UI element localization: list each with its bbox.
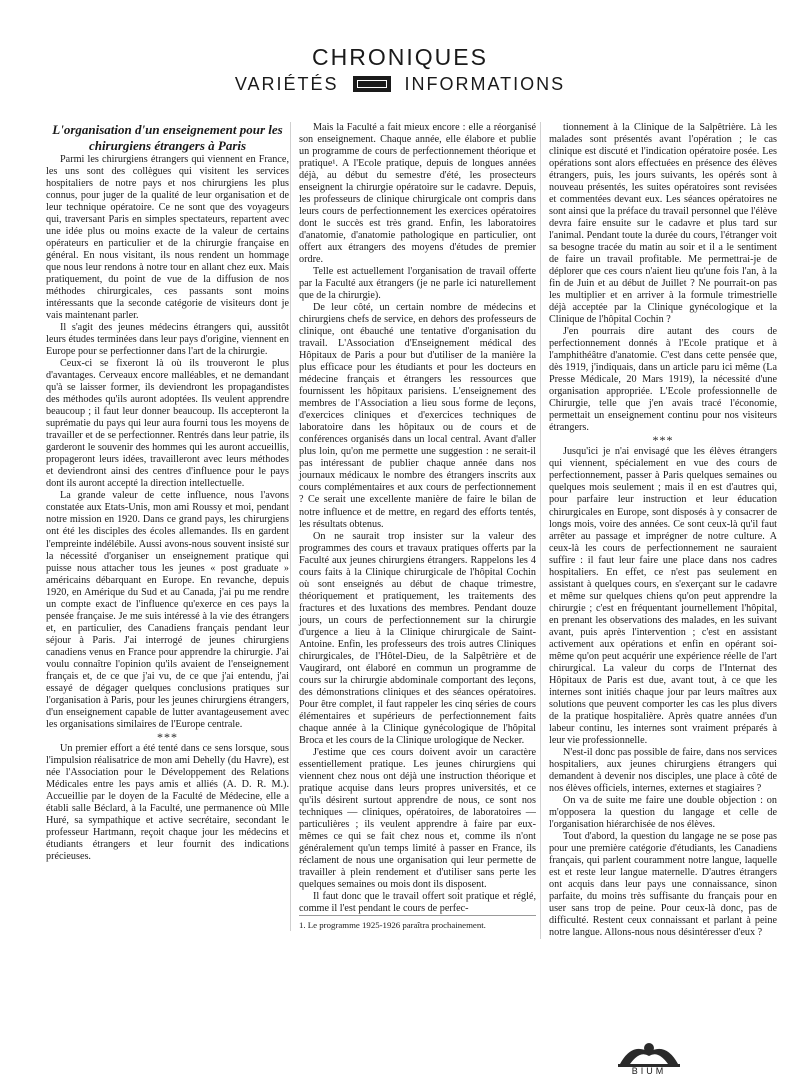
paragraph: J'estime que ces cours doivent avoir un caractère essentiellement pratique. Les jeunes chirurgiens qui viennent chez nous ont déjà une instruction théorique et pratique acquise dans leurs propres universités, et ce qu'ils désirent surtout apprendre de nous, ce sont nos techniques — cliniques, opératoires, de laboratoires — particulières ; ils veulent apprendre à faire par eux-mêmes ce qui se fait chez nous et, comme ils n'ont généralement qu'un temps limité à passer en France, ils réclament de nous une organisation qui leur permette de travailler à plein rendement et d'utiliser sans perte les quelques semaines ou mois dont ils disposent. (299, 746, 536, 890)
header-title: CHRONIQUES (312, 44, 488, 70)
paragraph: On va de suite me faire une double objection : on m'opposera la question du langage et celle de l'organisation hiérarchisée de nos élèves. (549, 794, 777, 830)
section-divider: *** (652, 433, 674, 448)
section-divider: *** (157, 729, 178, 744)
header-subtitle (0, 72, 800, 96)
paragraph: On ne saurait trop insister sur la valeur des programmes des cours et travaux pratiques offerts par la Faculté aux jeunes chirurgiens étrangers. Rappelons les 4 cours faits à la Clinique chirurgicale de l'hôpital Cochin où sont enseignés au début de chaque trimestre, théoriquement et pratiquement, les traitements des fractures et des luxations des membres. Pendant douze jours, un cours de perfectionnement sur la chirurgie d'urgence a lieu à la Clinique chirurgicale de Saint-Antoine. Enfin, les professeurs des trois autres Cliniques chirurgicales, de l'Hôtel-Dieu, de la Salpêtrière et de Vaugirard, ont élaboré en commun un programme de cours sur la chirurgie abdominale comportant des leçons, des démonstrations cliniques et des séances opératoires. Pour être complet, il faut rappeler les cinq séries de cours élémentaires et supérieurs de perfectionnement faits chaque année à la Clinique gynécologique de l'hôpital Broca et les cours de la Clinique urologique de Necker. (299, 530, 536, 746)
header-subtitle-left: VARIÉTÉS (234, 74, 339, 94)
column-2 (290, 122, 536, 931)
paragraph: Jusqu'ici je n'ai envisagé que les élèves étrangers qui viennent, spécialement en vue des cours de perfectionnement, passer à Paris quelques semaines ou quelques mois seulement ; mais il en est d'autres qui, pour parfaire leur instruction et leur éducation chirurgicales en Europe, sont disposés à y consacrer de longs mois, voire des années. Ce sont ceux-là qu'il faut arrêter au passage et imprégner de notre culture. A ceux-là les cours de perfectionnement ne sauraient suffire : il faut leur faire une place dans nos cadres hospitaliers. En effet, ce n'est pas seulement en assistant à quelques cours, en s'exerçant sur le cadavre et même sur quelques chiens qu'on peut apprendre la chirurgie ; c'est en fréquentant journellement l'hôpital, en prenant les observations des malades, en les suivant avant, puis après l'intervention ; c'est en assistant activement aux opérations et enfin en opérant soi-même qu'on peut acquérir une expérience réelle de l'art chirurgical. La valeur du corps de l'Internat des Hôpitaux de Paris est due, avant tout, à ce que les internes sont initiés chaque jour par leurs maîtres aux solutions que peuvent comporter les cas les plus divers de la pratique hospitalière. Après quatre années d'un labeur continu, les internes sont vraiment préparés à leur vie professionnelle. (549, 446, 777, 746)
column-3 (540, 122, 777, 939)
paragraph: Il s'agit des jeunes médecins étrangers qui, aussitôt leurs études terminées dans leur pays d'origine, viennent en Europe pour se perfectionner dans l'art de la chirurgie. (46, 322, 289, 358)
column-1 (46, 122, 289, 863)
article-title: L'organisation d'un enseignement pour les chirurgiens étrangers à Paris (52, 122, 283, 153)
paragraph: Tout d'abord, la question du langage ne se pose pas pour une première catégorie d'étudiants, les Canadiens français, qui parlent couramment notre langue, laquelle est et reste leur langue maternelle. D'autres étrangers ont acquis dans leur pays une connaissance, sinon parfaite, du moins très suffisante du français pour en user sans trop de peine. Pour ceux-là donc, pas de difficulté. Restent ceux connaissant et parlant à peine notre langue. Allons-nous nous désintéresser d'eux ? (549, 830, 777, 939)
footnote: 1. Le programme 1925-1926 paraîtra prochainement. (299, 915, 536, 931)
paragraph: tionnement à la Clinique de la Salpêtrière. Là les malades sont présentés avant l'opération ; le cas clinique est discuté et l'indication opératoire posée. Les opérations sont alors effectuées en présence des élèves étrangers, puis, les jours suivants, les opérés sont à nouveau présentés, les suites opératoires sont revisées et commentées devant eux. Les séances opératoires ne sont ainsi que la préface du travail personnel que l'élève devra faire ensuite sur le cadavre et plus tard sur l'animal. Pendant toute la durée du cours, l'étranger voit sa besogne tracée du matin au soir et il a le sentiment de faire un travail profitable. Me permettrai-je de déplorer que ces cours n'aient lieu qu'une fois l'an, à la fin de Juin et au début de Juillet ? Ne pourrait-on pas les multiplier et en arriver à la formule trimestrielle déjà acceptée par la Clinique gynécologique et la Clinique de l'hôpital Cochin ? (549, 122, 777, 326)
paragraph: Ceux-ci se fixeront là où ils trouveront le plus d'avantages. Cerveaux encore malléables, et ne demandant qu'à se laisser former, ils deviendront les propagandistes des méthodes qu'ils auront adoptées. Ils veulent apprendre beaucoup ; il faut leur donner beaucoup. Ils accepteront la suprématie du pays qui leur aura fourni tous les moyens de travailler et de se perfectionner. Rentrés dans leur patrie, ils garderont le souvenir des hommes qui les auront accueillis, propageront leurs idées, travailleront avec leurs méthodes et deviendront ainsi des centres d'influence pour le pays dont ils auront accepté la direction intellectuelle. (46, 358, 289, 490)
paragraph: De leur côté, un certain nombre de médecins et chirurgiens chefs de service, en dehors des professeurs de clinique, ont ébauché une tentative d'organisation du travail. L'Association d'Enseignement médical des Hôpitaux de Paris a pour but d'utiliser de la manière la plus efficace pour les étudiants et pour les docteurs en médecine français et étrangers les ressources que fournissent les hôpitaux parisiens. L'enseignement des membres de l'Association a lieu sous forme de leçons, d'exercices cliniques et d'exercices techniques de laboratoire dans les hôpitaux ou de cours et de conférences organisés dans un local central. Avant d'aller plus loin, qu'on me permette une suggestion : ne serait-il pas intéressant de publier chaque année dans nos journaux médicaux le nombre des étrangers inscrits aux cours complémentaires et aux cours de perfectionnement ? Ce serait une excellente manière de faire le bilan de notre influence et de mettre, en regard des efforts tentés, les résultats obtenus. (299, 302, 536, 530)
paragraph: Il faut donc que le travail offert soit pratique et réglé, comme il l'est pendant le cours de perfec- (299, 891, 536, 915)
header-subtitle-right: INFORMATIONS (404, 74, 566, 94)
section-header (0, 44, 800, 96)
paragraph: N'est-il donc pas possible de faire, dans nos services hospitaliers, aux jeunes chirurgiens étrangers qui demandent à devenir nos disciples, une place à côté de nos élèves officiels, internes, externes et stagiaires ? (549, 746, 777, 794)
ornament-icon (353, 76, 391, 92)
logo-text: BIUM (631, 1066, 667, 1076)
paragraph: Parmi les chirurgiens étrangers qui viennent en France, les uns sont des collègues qui visitent les services hospitaliers de notre pays et nos chirurgiens les plus connus, pour juger de la qualité de leur organisation et de leur technique opératoire. Ce ne sont que des voyageurs qui, traversant Paris en simples spectateurs, repartent avec une idée plus ou moins exacte de la valeur de certains opérateurs en particulier et de la chirurgie française en général. En nous visitant, ils nous rendent un hommage que nous leur rendons à notre tour en allant chez eux. Mais pratiquement, du point de vue de la diffusion de nos méthodes chirurgicales, ces passants sont moins intéressants que la seconde catégorie de visiteurs dont je vais maintenant parler. (46, 154, 289, 322)
paragraph: La grande valeur de cette influence, nous l'avons constatée aux Etats-Unis, mon ami Roussy et moi, pendant notre mission en 1920. Dans ce grand pays, les chirurgiens ont été les disciples des écoles allemandes. Ils en gardent l'empreinte indélébile. Aussi avons-nous souvent insisté sur la nécessité d'organiser un enseignement pratique qui puisse nous attacher tous les jeunes « post graduate » américains débarquant en Europe. En revanche, depuis 1920, en Amérique du Sud et au Canada, j'ai pu me rendre un compte exact de l'influence qu'exerce en ces pays la pensée française. Je me suis intéressé à la vie des étrangers et, en particulier, des Canadiens français pendant leur séjour à Paris. J'ai interrogé de jeunes chirurgiens canadiens venus en France pour apprendre la chirurgie. J'ai voulu connaître l'opinion qu'ils avaient de l'enseignement français et, de ce que j'ai vu, de ce que j'ai entendu, j'ai essayé de dégager quelques conclusions pratiques sur l'organisation à Paris, pour les jeunes chirurgiens étrangers, d'un enseignement capable de lutter avantageusement avec les organisations similaires de l'Europe centrale. (46, 490, 289, 730)
paragraph: Un premier effort a été tenté dans ce sens lorsque, sous l'impulsion réalisatrice de mon ami Dehelly (du Havre), est née l'Association pour le Développement des Relations Médicales entre les pays amis et alliés (A. D. R. M.). Accueillie par le doyen de la Faculté de Médecine, elle a établi salle Béclard, à la Faculté, une permanence où Mlle Huré, sa sympathique et active secrétaire, secondant le professeur Hartmann, reçoit chaque jour les médecins et étudiants étrangers et leur fournit des indications précieuses. (46, 742, 289, 862)
paragraph: J'en pourrais dire autant des cours de perfectionnement donnés à l'Ecole pratique et à l'amphithéâtre d'anatomie. C'est dans cette pensée que, dès 1919, j'indiquais, dans un article paru ici même (La Presse Médicale, 20 Mars 1919), la nécessité d'une organisation appropriée. L'Ecole professionnelle de Chirurgie, telle que j'en avais tracé l'économie, permettait un enseignement continu pour nos visiteurs étrangers. (549, 326, 777, 434)
paragraph: Mais la Faculté a fait mieux encore : elle a réorganisé son enseignement. Chaque année, elle élabore et publie un programme de cours de perfectionnement théorique et pratique¹. A l'Ecole pratique, depuis de longues années déjà, au début du semestre d'été, les prosecteurs enseignent la chirurgie opératoire sur le cadavre. Depuis, les professeurs de clinique chirurgicale ont compris dans leurs cours de perfectionnement les exercices opératoires dont le succès est très grand. Enfin, les laboratoires d'anatomie, d'anatomie pathologique en particulier, ont offert aux étrangers des moyens d'études de premier ordre. (299, 122, 536, 266)
paragraph: Telle est actuellement l'organisation de travail offerte par la Faculté aux étrangers (je ne parle ici naturellement que de la chirurgie). (299, 266, 536, 302)
